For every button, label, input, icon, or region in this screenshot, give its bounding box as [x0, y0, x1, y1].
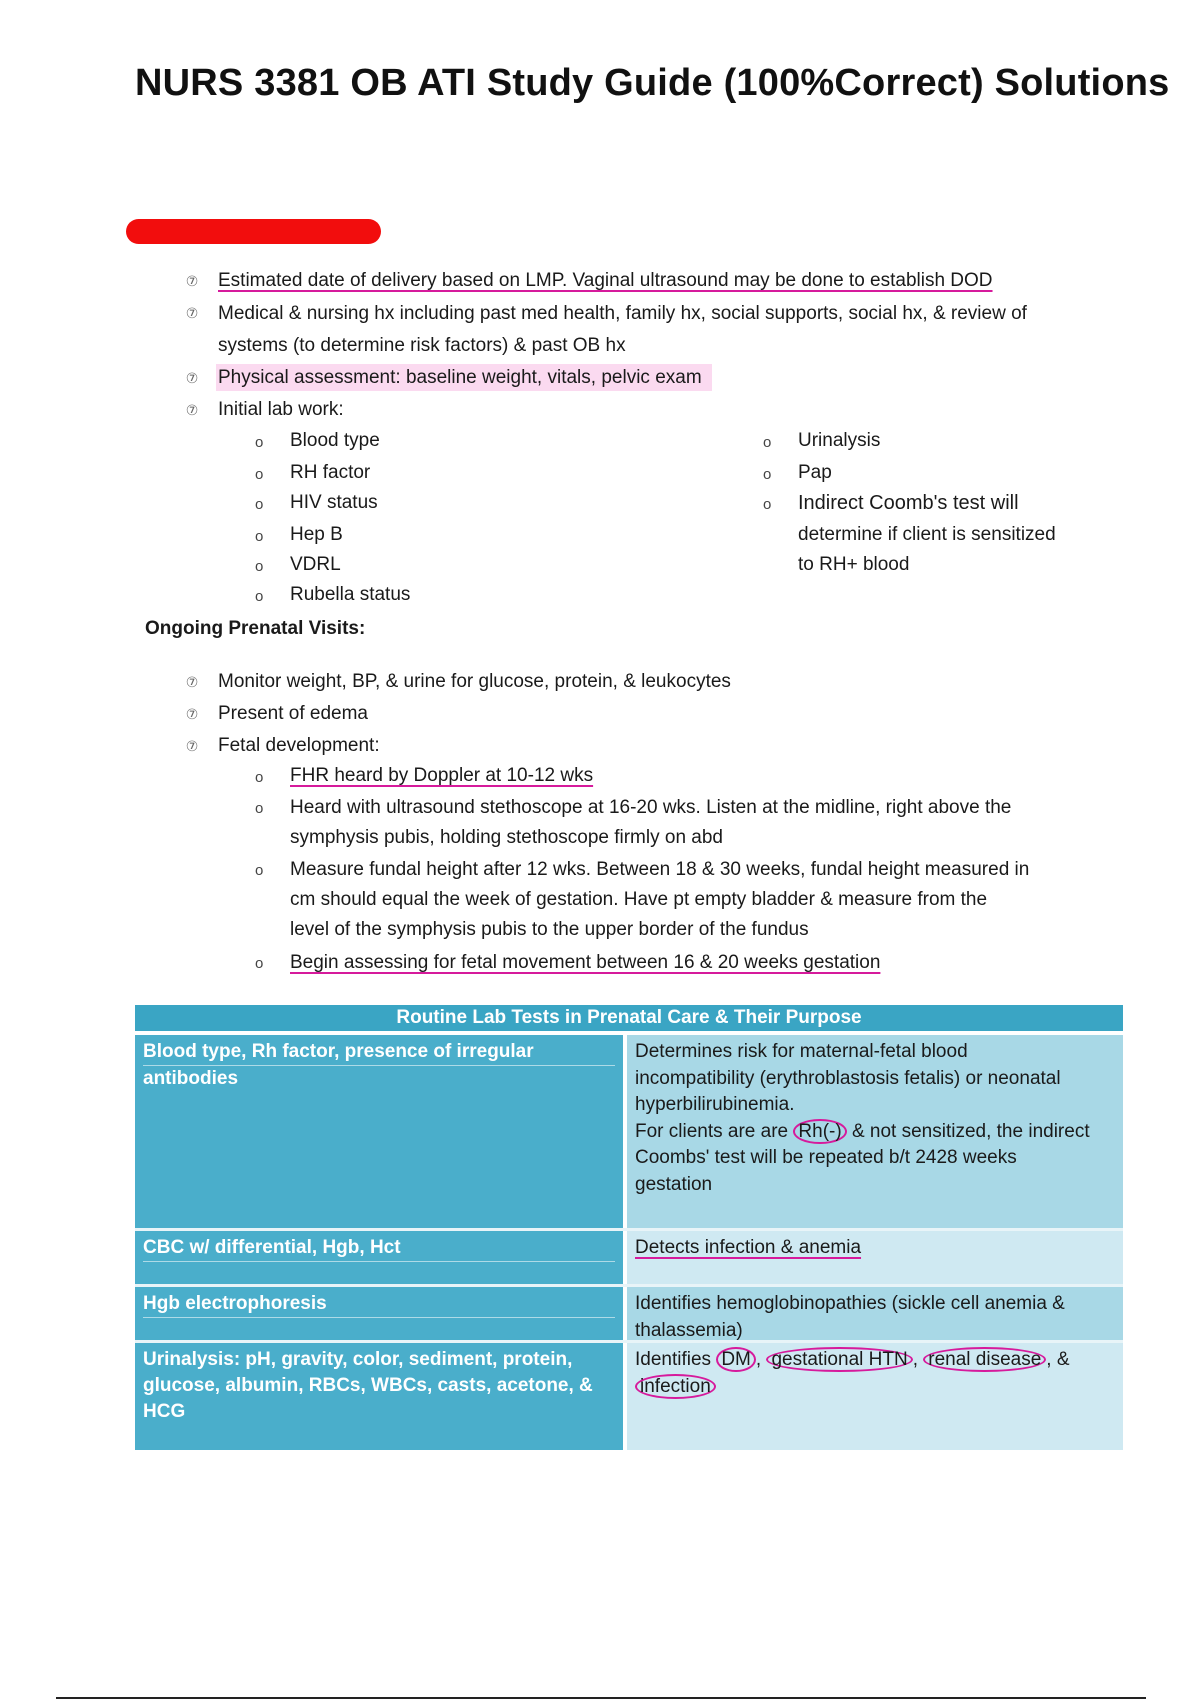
- sub-bullet-icon: o: [255, 466, 264, 483]
- sub-bullet-icon: o: [255, 558, 264, 575]
- sub-bullet-icon: o: [255, 769, 264, 786]
- lab-item-cont: determine if client is sensitized: [798, 524, 1056, 545]
- table-cell-test: Urinalysis: pH, gravity, color, sediment, protein, glucose, albumin, RBCs, WBCs, casts, acetone, & HCG: [135, 1343, 623, 1450]
- bullet-icon: ⑦: [185, 738, 199, 754]
- lab-item: Pap: [798, 462, 832, 483]
- bullet-icon: ⑦: [185, 706, 199, 722]
- bullet-icon: ⑦: [185, 370, 199, 386]
- annotation-circle: renal disease: [923, 1347, 1046, 1372]
- table-cell-test: Hgb electrophoresis: [135, 1287, 623, 1340]
- bullet-icon: ⑦: [185, 305, 199, 321]
- table-cell-test: Blood type, Rh factor, presence of irregular antibodies: [135, 1035, 623, 1228]
- sub-bullet-icon: o: [255, 800, 264, 817]
- ongoing-bullet-monitor: Monitor weight, BP, & urine for glucose, protein, & leukocytes: [218, 671, 731, 692]
- annotation-circle: Rh(-): [793, 1119, 846, 1144]
- ongoing-bullet-fetal-dev: Fetal development:: [218, 735, 380, 756]
- initial-bullet-history-l2: systems (to determine risk factors) & past OB hx: [218, 335, 626, 356]
- section-heading-ongoing: Ongoing Prenatal Visits:: [145, 618, 366, 639]
- sub-bullet-icon: o: [763, 466, 772, 483]
- sub-bullet-icon: o: [255, 588, 264, 605]
- lab-item: VDRL: [290, 554, 341, 575]
- initial-bullet-edd: Estimated date of delivery based on LMP. Vaginal ultrasound may be done to establish DOD: [218, 270, 993, 291]
- initial-bullet-history-l1: Medical & nursing hx including past med health, family hx, social supports, social hx, & review of: [218, 303, 1027, 324]
- lab-item-cont: to RH+ blood: [798, 554, 910, 575]
- fetal-item-ultrasound-l1: Heard with ultrasound stethoscope at 16-20 wks. Listen at the midline, right above the: [290, 797, 1012, 818]
- redaction-bar: [126, 219, 381, 244]
- table-cell-purpose: Determines risk for maternal-fetal blood incompatibility (erythroblastosis fetalis) or neonatal hyperbilirubinemia. For clients are are Rh(-) & not sensitized, the indirect Coombs' test will be repeated b/t 2428 weeks gestation: [627, 1035, 1123, 1228]
- lab-item: Rubella status: [290, 584, 411, 605]
- fetal-item-movement: Begin assessing for fetal movement between 16 & 20 weeks gestation: [290, 952, 881, 973]
- initial-bullet-physical-assessment: Physical assessment: baseline weight, vitals, pelvic exam: [218, 362, 712, 394]
- table-cell-test: CBC w/ differential, Hgb, Hct: [135, 1231, 623, 1284]
- lab-item: Indirect Coomb's test will: [798, 492, 1019, 514]
- fetal-item-fundal-l2: cm should equal the week of gestation. Have pt empty bladder & measure from the: [290, 889, 988, 910]
- ongoing-bullet-edema: Present of edema: [218, 703, 368, 724]
- document-title: NURS 3381 OB ATI Study Guide (100%Correct) Solutions: [135, 62, 1170, 104]
- fetal-item-ultrasound-l2: symphysis pubis, holding stethoscope firmly on abd: [290, 827, 724, 848]
- bullet-icon: ⑦: [185, 273, 199, 289]
- lab-item: Urinalysis: [798, 430, 881, 451]
- page-footer-rule: [56, 1697, 1146, 1699]
- fetal-item-fundal-l3: level of the symphysis pubis to the upper border of the fundus: [290, 919, 809, 940]
- sub-bullet-icon: o: [255, 862, 264, 879]
- annotation-circle: gestational HTN: [766, 1347, 912, 1372]
- lab-item: HIV status: [290, 492, 378, 513]
- table-cell-purpose: Identifies hemoglobinopathies (sickle cell anemia & thalassemia): [627, 1287, 1123, 1340]
- fetal-item-fundal-l1: Measure fundal height after 12 wks. Between 18 & 30 weeks, fundal height measured in: [290, 859, 1030, 880]
- table-cell-purpose: Identifies DM , gestational HTN , renal disease , & infection: [627, 1343, 1123, 1450]
- sub-bullet-icon: o: [255, 496, 264, 513]
- lab-item: RH factor: [290, 462, 371, 483]
- annotation-circle: infection: [635, 1374, 716, 1399]
- lab-item: Hep B: [290, 524, 343, 545]
- sub-bullet-icon: o: [763, 496, 772, 513]
- sub-bullet-icon: o: [255, 434, 264, 451]
- table-cell-purpose: Detects infection & anemia: [627, 1231, 1123, 1284]
- table-header: Routine Lab Tests in Prenatal Care & Their Purpose: [135, 1005, 1123, 1031]
- initial-bullet-lab-work: Initial lab work:: [218, 399, 344, 420]
- sub-bullet-icon: o: [255, 955, 264, 972]
- bullet-icon: ⑦: [185, 402, 199, 418]
- fetal-item-fhr: FHR heard by Doppler at 10-12 wks: [290, 765, 594, 786]
- sub-bullet-icon: o: [763, 434, 772, 451]
- bullet-icon: ⑦: [185, 674, 199, 690]
- sub-bullet-icon: o: [255, 528, 264, 545]
- annotation-circle: DM: [716, 1347, 756, 1372]
- lab-item: Blood type: [290, 430, 380, 451]
